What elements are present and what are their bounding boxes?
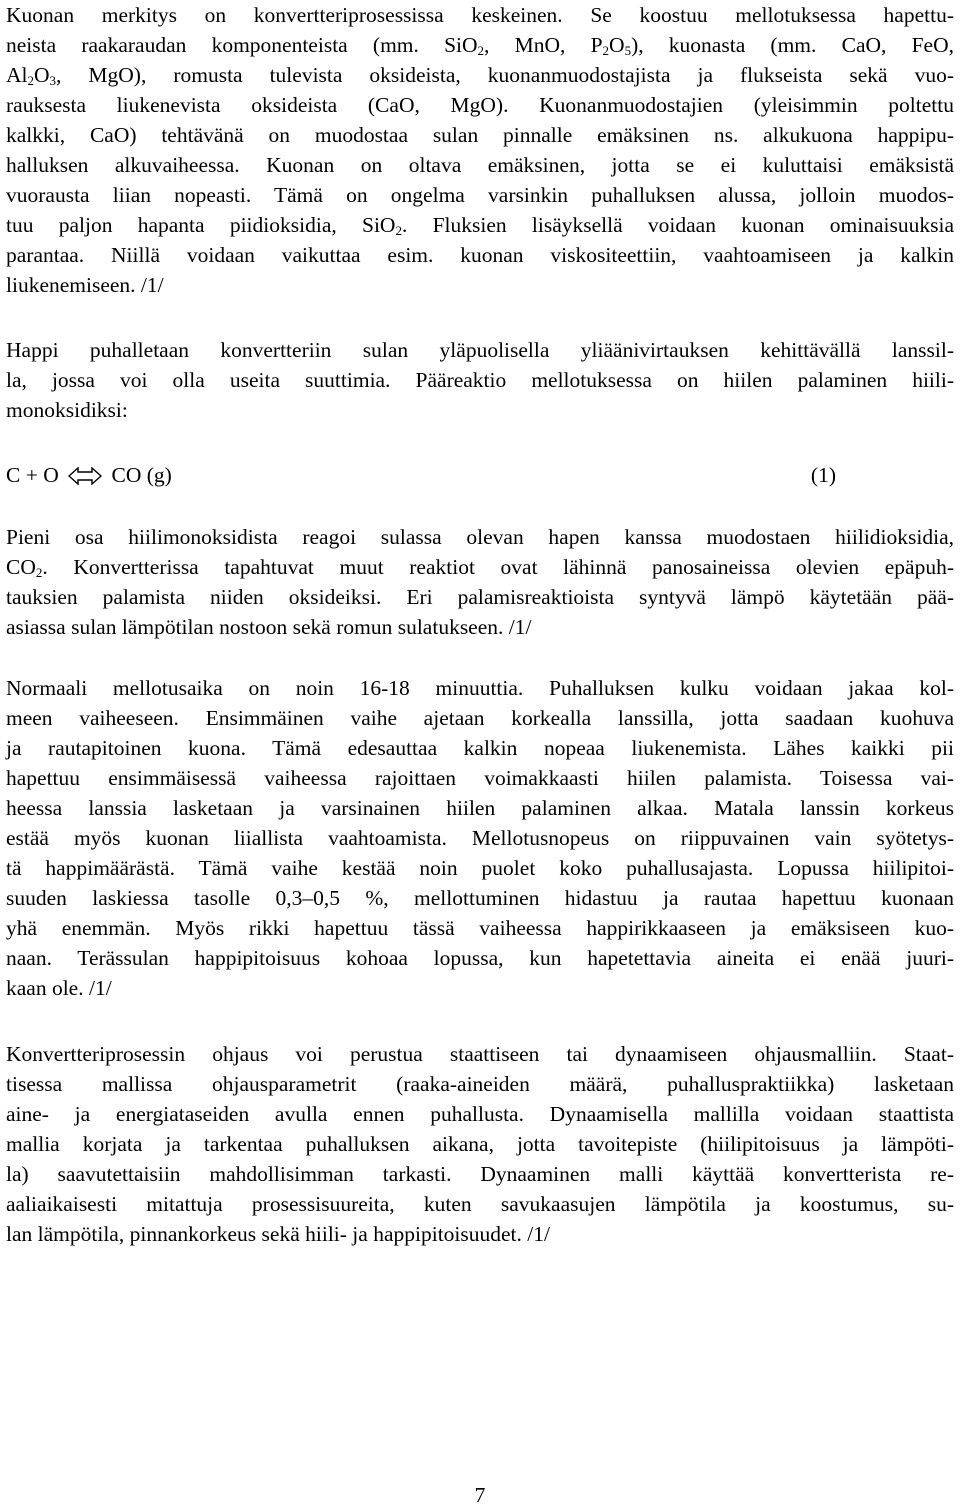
text-line: tisessa mallissa ohjausparametrit (raaka-aineiden määrä, puhalluspraktiikka) lasketaan — [6, 1072, 954, 1096]
text-line: tuu paljon hapanta piidioksidia, SiO$_2$. Fluksien lisäyksellä voidaan kuonan ominaisuuksia — [6, 213, 954, 238]
text-line: rauksesta liukenevista oksideista (CaO, MgO). Kuonanmuodostajien (yleisimmin poltettu — [6, 93, 954, 117]
text-line: kaan ole. /1/ — [6, 976, 112, 1000]
text-line: parantaa. Niillä voidaan vaikuttaa esim. kuonan viskositeettiin, vaahtoamiseen ja kalkin — [6, 243, 954, 267]
text-line: Kuonan merkitys on konvertteriprosessissa keskeinen. Se koostuu mellotuksessa hapettu- — [6, 3, 954, 27]
text-line: monoksidiksi: — [6, 398, 128, 422]
text-line: mallia korjata ja tarkentaa puhalluksen aikana, jotta tavoitepiste (hiilipitoisuus ja lämpöti- — [6, 1132, 954, 1156]
text-line: tauksien palamista niiden oksideiksi. Eri palamisreaktioista syntyvä lämpö käytetään pää- — [6, 585, 954, 609]
text-line: tä happimäärästä. Tämä vaihe kestää noin puolet koko puhallusajasta. Lopussa hiilipitoi- — [6, 856, 954, 880]
text-line: heessa lanssia lasketaan ja varsinainen hiilen palaminen alkaa. Matala lanssin korkeus — [6, 796, 954, 820]
text-line: Konvertteriprosessin ohjaus voi perustua staattiseen tai dynaamiseen ohjausmalliin. Staat- — [6, 1042, 954, 1066]
page-number: 7 — [474, 1483, 486, 1507]
text-line: ja rautapitoinen kuona. Tämä edesauttaa kalkin nopeaa liukenemista. Lähes kaikki pii — [6, 736, 954, 760]
text-line: asiassa sulan lämpötilan nostoon sekä romun sulatukseen. /1/ — [6, 615, 532, 639]
text-line: liukenemiseen. /1/ — [6, 273, 164, 297]
text-line: neista raakaraudan komponenteista (mm. SiO$_2$, MnO, $P_2O_5$), kuonasta (mm. CaO, FeO, — [6, 33, 954, 58]
text-line: halluksen alkuvaiheessa. Kuonan on oltava emäksinen, jotta se ei kuluttaisi emäksistä — [6, 153, 954, 177]
text-line: naan. Terässulan happipitoisuus kohoaa lopussa, kun hapetettavia aineita ei enää juuri- — [6, 946, 954, 970]
text-line: $CO_2$. Konvertterissa tapahtuvat muut reaktiot ovat lähinnä panosaineissa olevien epäpuh- — [6, 555, 954, 580]
text-line: Normaali mellotusaika on noin 16-18 minuuttia. Puhalluksen kulku voidaan jakaa kol- — [6, 676, 954, 700]
text-line: lan lämpötila, pinnankorkeus sekä hiili- ja happipitoisuudet. /1/ — [6, 1222, 550, 1246]
text-line: la) saavutettaisiin mahdollisimman tarkasti. Dynaaminen malli käyttää konvertterista re- — [6, 1162, 954, 1186]
text-line: yhä enemmän. Myös rikki hapettuu tässä vaiheessa happirikkaaseen ja emäksiseen kuo- — [6, 916, 954, 940]
text-line: aaliaikaisesti mitattuja prosessisuureita, kuten savukaasujen lämpötila ja koostumus, su- — [6, 1192, 954, 1216]
text-line: Happi puhalletaan konvertteriin sulan yläpuolisella yliäänivirtauksen kehittävällä lanssil- — [6, 338, 954, 362]
text-line: hapettuu ensimmäisessä vaiheessa rajoittaen voimakkaasti hiilen palamista. Toisessa vai- — [6, 766, 954, 790]
equation-right-side: CO (g) — [111, 463, 172, 487]
double-headed-arrow-icon — [68, 467, 102, 485]
equation-left-side: C + O — [6, 463, 59, 487]
text-line: $Al_2O_3$, MgO), romusta tulevista oksideista, kuonanmuodostajista ja flukseista sekä vuo- — [6, 63, 954, 88]
equation-number: (1) — [810, 463, 836, 487]
text-line: vuorausta liian nopeasti. Tämä on ongelma varsinkin puhalluksen alussa, jolloin muodos- — [6, 183, 954, 207]
text-line: estää myös kuonan liiallista vaahtoamista. Mellotusnopeus on riippuvainen vain syötetys- — [6, 826, 954, 850]
equation-1 — [6, 460, 954, 490]
text-line: meen vaiheeseen. Ensimmäinen vaihe ajetaan korkealla lanssilla, jotta saadaan kuohuva — [6, 706, 954, 730]
text-line: kalkki, CaO) tehtävänä on muodostaa sulan pinnalle emäksinen ns. alkukuona happipu- — [6, 123, 954, 147]
text-line: suuden laskiessa tasolle 0,3–0,5 %, mellottuminen hidastuu ja rautaa hapettuu kuonaan — [6, 886, 954, 910]
text-line: la, jossa voi olla useita suuttimia. Pääreaktio mellotuksessa on hiilen palaminen hiili- — [6, 368, 954, 392]
text-line: aine- ja energiataseiden avulla ennen puhallusta. Dynaamisella mallilla voidaan staattista — [6, 1102, 954, 1126]
text-line: Pieni osa hiilimonoksidista reagoi sulassa olevan hapen kanssa muodostaen hiilidioksidia, — [6, 525, 954, 549]
